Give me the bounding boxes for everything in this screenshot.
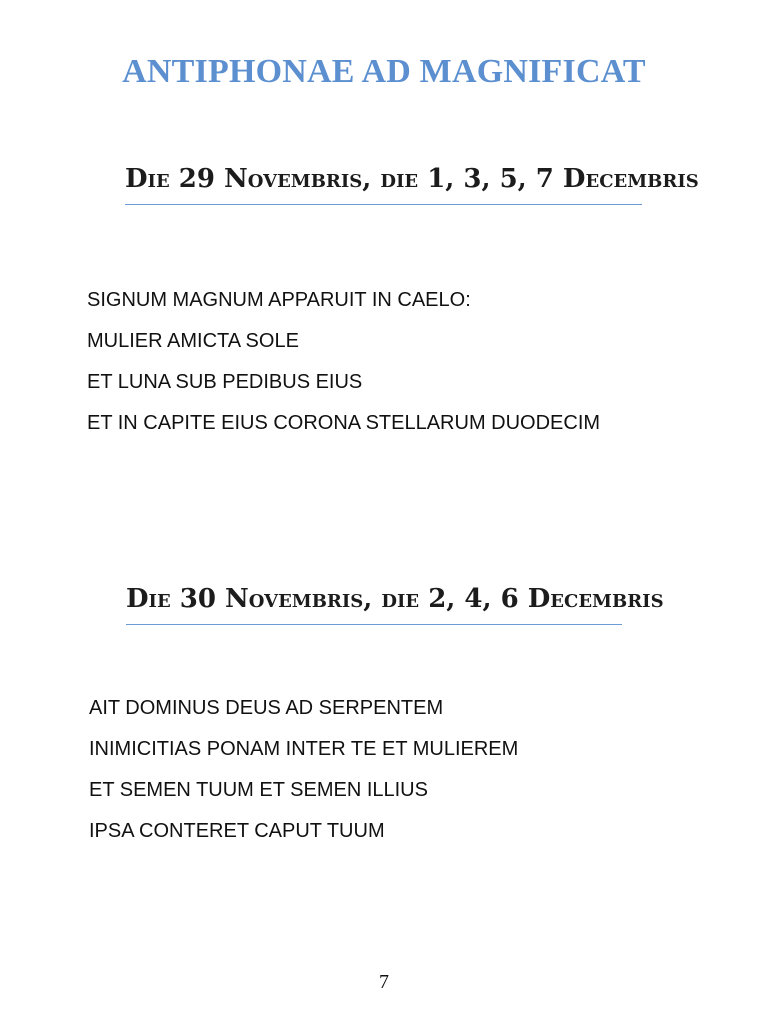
page-number: 7	[379, 971, 389, 993]
section-heading-2: Die 30 Novembris, die 2, 4, 6 Decembris	[126, 584, 622, 625]
antiphon-line: SIGNUM MAGNUM APPARUIT IN CAELO:	[87, 289, 471, 311]
antiphon-line: ET IN CAPITE EIUS CORONA STELLARUM DUODECIM	[87, 412, 601, 434]
antiphon-line: AIT DOMINUS DEUS AD SERPENTEM	[89, 697, 444, 719]
section-heading-1: Die 29 Novembris, die 1, 3, 5, 7 Decembris	[125, 164, 642, 205]
antiphon-line: ET LUNA SUB PEDIBUS EIUS	[87, 371, 363, 393]
antiphon-text-2	[89, 696, 518, 860]
antiphon-text-1	[87, 288, 600, 452]
antiphon-line: MULIER AMICTA SOLE	[87, 330, 299, 352]
page-title: ANTIPHONAE AD MAGNIFICAT	[122, 53, 646, 90]
antiphon-line: IPSA CONTERET CAPUT TUUM	[89, 820, 385, 842]
antiphon-line: INIMICITIAS PONAM INTER TE ET MULIEREM	[89, 738, 519, 760]
antiphon-line: ET SEMEN TUUM ET SEMEN ILLIUS	[89, 779, 428, 801]
